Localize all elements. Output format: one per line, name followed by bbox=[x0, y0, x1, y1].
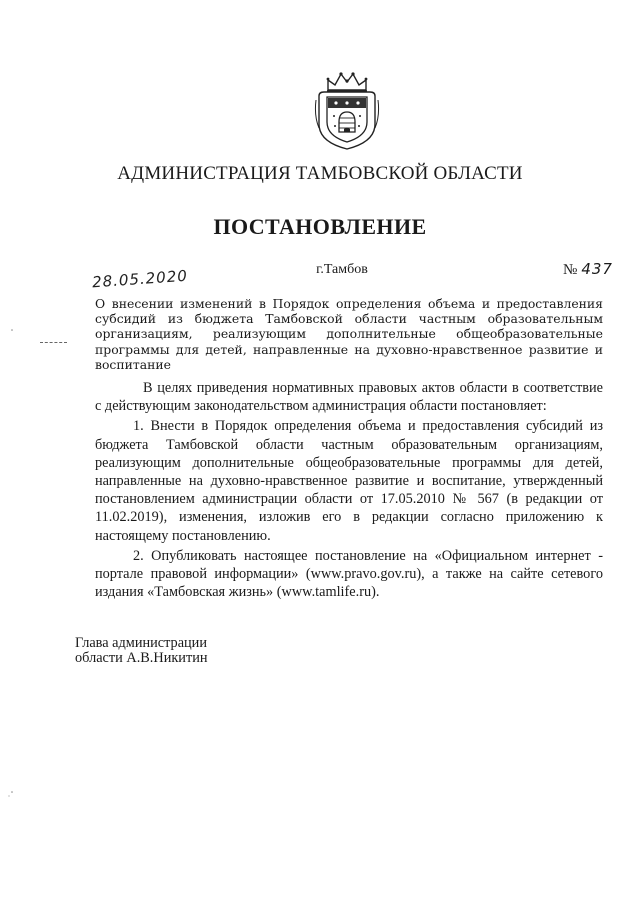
issuing-authority: АДМИНИСТРАЦИЯ ТАМБОВСКОЙ ОБЛАСТИ bbox=[117, 163, 523, 184]
signatory-title: Глава администрации bbox=[75, 635, 207, 651]
item-2-paragraph: 2. Опубликовать настоящее постановление на «Официальном интернет - портале правовой информации» (www.pravo.gov.ru), а также на сайте сетевого издания «Тамбовская жизнь» (www.tamlife.ru). bbox=[95, 547, 603, 601]
document-title: ПОСТАНОВЛЕНИЕ bbox=[213, 214, 427, 239]
place-of-issue: г.Тамбов bbox=[316, 262, 368, 277]
coat-of-arms-icon bbox=[314, 70, 380, 150]
preamble-paragraph: В целях приведения нормативных правовых актов области в соответствие с действующим законодательством администрация области постановляет: bbox=[95, 380, 603, 415]
signatory-name: области А.В.Никитин bbox=[75, 649, 208, 666]
handwritten-date: 28.05.2020 bbox=[91, 266, 189, 292]
document-body bbox=[95, 379, 603, 601]
handwritten-number: 437 bbox=[581, 260, 613, 278]
document-subject: О внесении изменений в Порядок определения объема и предоставления субсидий из бюджета Тамбовской области частным образовательным организациям, реализующим дополнительные общеобразовательные программы для детей, направленные на духовно-нравственное развитие и воспитание bbox=[95, 296, 603, 372]
number-sign: № bbox=[563, 262, 578, 278]
item-1-paragraph: 1. Внести в Порядок определения объема и предоставления субсидий из бюджета Тамбовской области частным образовательным организациям, реализующим дополнительные общеобразовательные программы для детей, направленные на духовно-нравственное развитие и воспитание, утвержденный постановлением администрации области от 17.05.2010 № 567 (в редакции от 11.02.2019), изменения, изложив его в редакции согласно приложению к настоящему постановлению. bbox=[95, 418, 603, 544]
document-number bbox=[563, 260, 613, 279]
margin-mark bbox=[40, 342, 67, 343]
signature-block bbox=[75, 636, 208, 665]
